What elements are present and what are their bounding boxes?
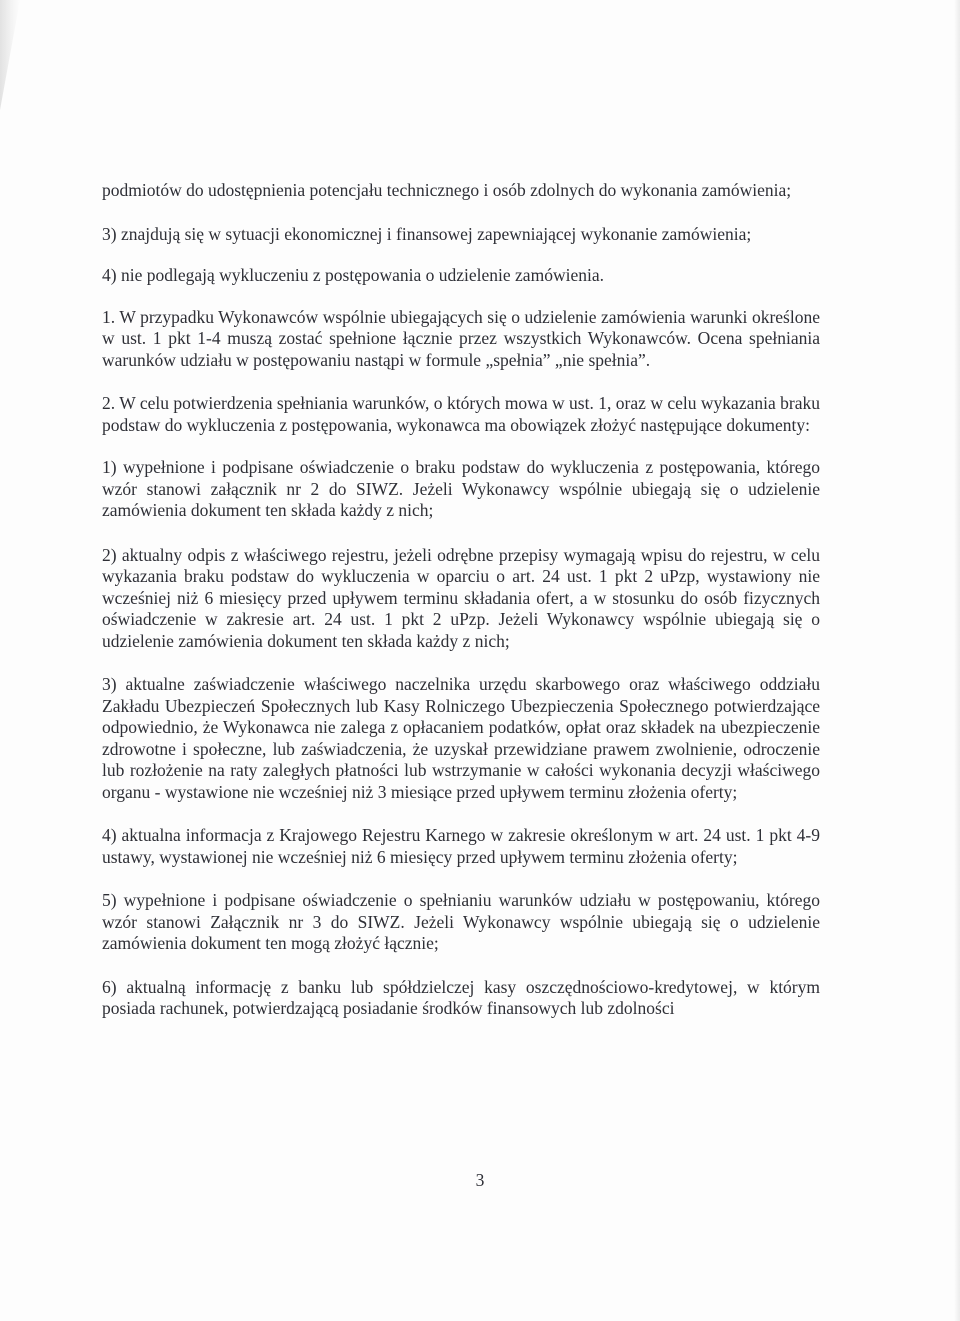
paragraph-section-1: 1. W przypadku Wykonawców wspólnie ubiegających się o udzielenie zamówienia warunki określone w ust. 1 pkt 1-4 muszą zostać spełnione łącznie przez wszystkich Wykonawców. Ocena spełniania warunków udziału w postępowaniu nastąpi w formule „spełnia” „nie spełnia”. bbox=[102, 306, 820, 370]
paragraph-condition-3: 3) znajdują się w sytuacji ekonomicznej i finansowej zapewniającej wykonanie zamówienia; bbox=[102, 223, 752, 244]
paragraph-document-2: 2) aktualny odpis z właściwego rejestru, jeżeli odrębne przepisy wymagają wpisu do rejestru, w celu wykazania braku podstaw do wykluczenia w oparciu o art. 24 ust. 1 pkt 2 uPzp, wystawiony nie wcześniej niż 6 miesięcy przed upływem terminu składania ofert, a w stosunku do osób fizycznych oświadczenie w zakresie art. 24 ust. 1 pkt 2 uPzp. Jeżeli Wykonawcy wspólnie ubiegają się o udzielenie zamówienia dokument ten składa każdy z nich; bbox=[102, 544, 820, 651]
paragraph-condition-4: 4) nie podlegają wykluczeniu z postępowania o udzielenie zamówienia. bbox=[102, 265, 604, 285]
page-number: 3 bbox=[475, 1170, 485, 1190]
scan-corner-shadow bbox=[0, 0, 20, 110]
paragraph-document-3: 3) aktualne zaświadczenie właściwego naczelnika urzędu skarbowego oraz właściwego oddziału Zakładu Ubezpieczeń Społecznych lub Kasy Rolniczego Ubezpieczenia Społecznego potwierdzające odpowiednio, że Wykonawca nie zalega z opłacaniem podatków, opłat oraz składek na ubezpieczenie zdrowotne i społeczne, lub zaświadczenia, że uzyskał przewidziane prawem zwolnienie, odroczenie lub rozłożenie na raty zaległych płatności lub wstrzymanie w całości wykonania decyzji właściwego organu - wystawione nie wcześniej niż 3 miesiące przed upływem terminu złożenia oferty; bbox=[102, 674, 820, 802]
document-body bbox=[102, 180, 820, 1020]
paragraph-section-2: 2. W celu potwierdzenia spełniania warunków, o których mowa w ust. 1, oraz w celu wykazania braku podstaw do wykluczenia z postępowania, wykonawca ma obowiązek złożyć następujące dokumenty: bbox=[102, 393, 820, 435]
paragraph-document-5: 5) wypełnione i podpisane oświadczenie o spełnianiu warunków udziału w postępowaniu, którego wzór stanowi Załącznik nr 3 do SIWZ. Jeżeli Wykonawcy wspólnie ubiegają się o udzielenie zamówienia dokument ten mogą złożyć łącznie; bbox=[102, 890, 820, 953]
scan-edge-shadow bbox=[954, 0, 960, 1321]
paragraph-document-6: 6) aktualną informację z banku lub spółdzielczej kasy oszczędnościowo-kredytowej, w którym posiada rachunek, potwierdzającą posiadanie środków finansowych lub zdolności bbox=[102, 976, 820, 1018]
paragraph-continuation: podmiotów do udostępnienia potencjału technicznego i osób zdolnych do wykonania zamówienia; bbox=[102, 180, 792, 200]
paragraph-document-4: 4) aktualna informacja z Krajowego Rejestru Karnego w zakresie określonym w art. 24 ust. 1 pkt 4-9 ustawy, wystawionej nie wcześniej niż 6 miesięcy przed upływem terminu złożenia oferty; bbox=[102, 825, 820, 867]
paragraph-document-1: 1) wypełnione i podpisane oświadczenie o braku podstaw do wykluczenia z postępowania, którego wzór stanowi załącznik nr 2 do SIWZ. Jeżeli Wykonawcy wspólnie ubiegają się o udzielenie zamówienia dokument ten składa każdy z nich; bbox=[102, 457, 820, 520]
